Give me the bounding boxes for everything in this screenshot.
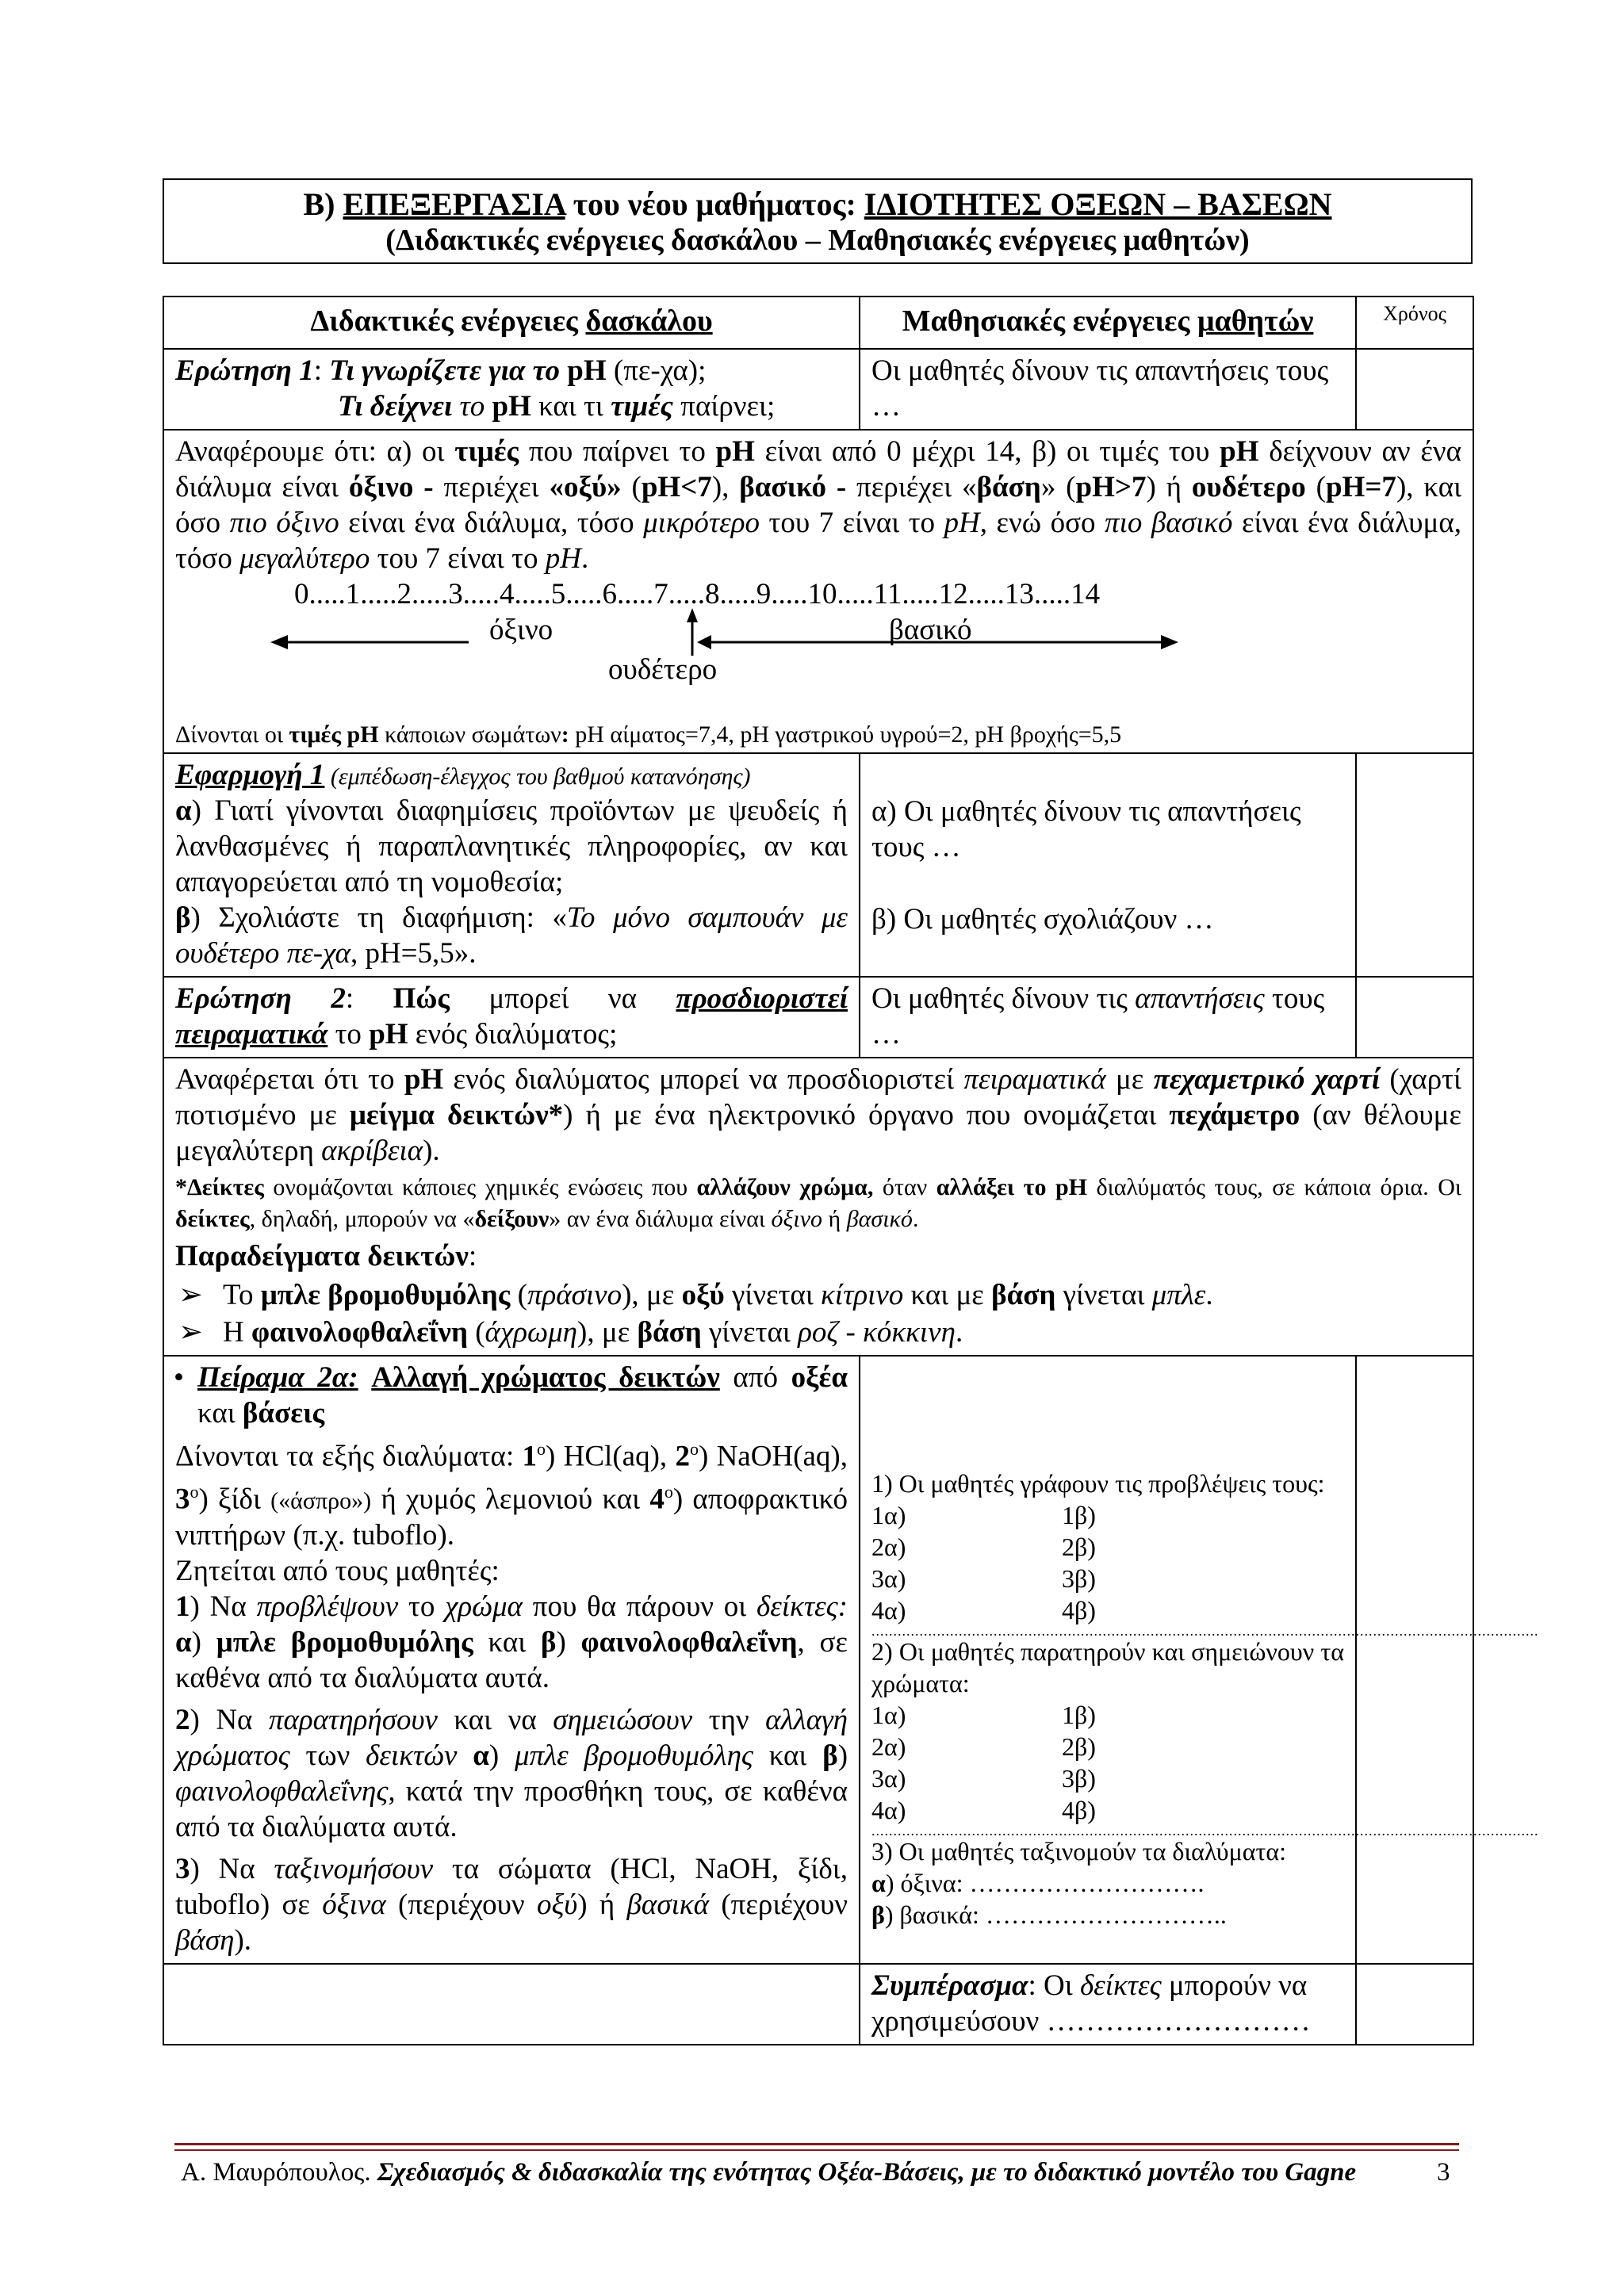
g4: ) ξίδι: [198, 1483, 271, 1516]
ph-t19: ) ή: [1146, 471, 1192, 503]
q1-colon: :: [313, 354, 330, 387]
app1-answer-a: α) Οι μαθητές δίνουν τις απαντήσεις τους …: [871, 795, 1301, 863]
s2-t3: την: [692, 1703, 766, 1736]
s1-t2: το: [398, 1590, 446, 1623]
ph-t20: ουδέτερο: [1191, 471, 1306, 503]
n-t3: διαλύματός τους, σε κάποια όρια. Οι: [1087, 1174, 1461, 1200]
ph-t29: , ενώ όσο: [979, 507, 1105, 539]
q1-part-a: Τι γνωρίζετε για το: [329, 354, 561, 387]
r3-a-text: ) όξινα: ……………………….: [885, 1869, 1205, 1897]
conclusion-t1: : Οι: [1028, 1969, 1080, 2002]
e2-i2: ροζ - κόκκινη: [798, 1316, 956, 1349]
q2-answer-pre: Οι μαθητές δίνουν τις: [871, 982, 1136, 1015]
m-b1: pH: [404, 1063, 444, 1096]
s1-t7: ): [556, 1625, 581, 1659]
ph-t4: pH: [715, 435, 755, 468]
ph-t5: είναι από 0 μέχρι 14, β) οι τιμές του: [754, 435, 1220, 468]
s3-t3: (περιέχουν: [385, 1888, 537, 1921]
s2-t1: ) Να: [190, 1703, 269, 1736]
header-students-text: Μαθησιακές ενέργειες: [902, 304, 1197, 338]
application-1-note: (εμπέδωση-έλεγχος του βαθμού κατανόησης): [324, 763, 751, 790]
base-label: βασικό: [889, 614, 972, 646]
n-b1: *Δείκτες: [175, 1174, 264, 1200]
s1-i3: δείκτες:: [756, 1590, 848, 1623]
header-teacher-underlined: δασκάλου: [585, 304, 713, 338]
exp-space: [358, 1361, 372, 1394]
row-question-1: [163, 349, 1473, 430]
application-1-b: [175, 900, 848, 971]
n-b5: δείξουν: [474, 1206, 550, 1232]
step-2: [175, 1702, 848, 1845]
experiment-title-underlined: Αλλαγή χρώματος δεικτών: [371, 1361, 720, 1394]
ph-t10: «οξύ»: [549, 471, 622, 503]
ph-t24: πιο όξινο: [229, 507, 339, 539]
app1-b-text: ) Σχολιάστε τη διαφήμιση: «: [190, 901, 567, 934]
title-letter: Β): [303, 186, 335, 222]
neutral-label: ουδέτερο: [608, 653, 718, 686]
ph-values-t1: Δίνονται οι: [175, 721, 289, 748]
s1-t3: που θα πάρουν οι: [522, 1590, 756, 1623]
r2-3b: 3β): [1062, 1764, 1096, 1793]
m-bi1: πεχαμετρικό χαρτί: [1153, 1063, 1381, 1096]
m-b3: πεχάμετρο: [1169, 1099, 1300, 1131]
application-1-a: [175, 793, 848, 900]
s3-t6: ).: [234, 1923, 252, 1957]
s2-i3: αλλαγή χρώματος: [175, 1703, 848, 1772]
s1-b1: α: [175, 1625, 192, 1659]
s2-i4: δεικτών: [366, 1739, 458, 1772]
question-2-label: Ερώτηση 2: [175, 982, 346, 1015]
o4: ο: [664, 1482, 673, 1502]
s3-t5: (περιέχουν: [709, 1888, 848, 1921]
acid-label: όξινο: [489, 614, 553, 646]
s2-i1: παρατηρήσουν: [268, 1703, 438, 1736]
n3: 3: [175, 1483, 190, 1516]
m-b2: μείγμα δεικτών*: [349, 1099, 564, 1131]
title-middle: του νέου μαθήματος:: [565, 186, 864, 222]
o2: ο: [689, 1439, 699, 1459]
ph-t28: pH: [944, 507, 980, 539]
m-t3: με: [1105, 1063, 1154, 1096]
time-app1: [1356, 753, 1473, 977]
q2-ph: pH: [369, 1018, 408, 1050]
r2-1b: 1β): [1062, 1701, 1096, 1729]
m-t7: ).: [423, 1135, 440, 1167]
s1-i2: χρώμα: [445, 1590, 523, 1623]
time-exp: [1356, 1356, 1473, 1964]
n-t4: , δηλαδή, μπορούν να «: [249, 1206, 475, 1232]
q1-and-what: και τι: [530, 390, 611, 423]
e2-t4: γίνεται: [701, 1316, 799, 1349]
time-2: [1356, 977, 1473, 1058]
separator-dots-1: .........................................................................................................................................................: [871, 1623, 1539, 1639]
o1: ο: [537, 1439, 546, 1459]
ph-paragraph: [175, 434, 1461, 576]
s3-t1: ) Να: [190, 1852, 274, 1885]
s1-b2: μπλε βρομοθυμόλης: [216, 1625, 473, 1659]
m-t4: (χαρτί ποτισμένο με: [175, 1063, 1461, 1131]
exp-title-from: από: [719, 1361, 791, 1394]
row-question-2: [163, 977, 1473, 1058]
ph-t3: που παίρνει το: [519, 435, 716, 468]
row-conclusion: [163, 1964, 1473, 2045]
s2-t9: κατά την προσθήκη τους, σε καθένα από τα διαλύματα αυτά.: [175, 1774, 848, 1843]
app1-answer-b: β) Οι μαθητές σχολιάζουν …: [871, 903, 1214, 936]
s2-i6: φαινολοφθαλεΐνης,: [175, 1774, 396, 1808]
page-footer: [181, 2158, 1450, 2187]
s2-t5: [457, 1739, 473, 1772]
ph-t15: περιέχει «: [846, 471, 977, 503]
footer-author: Α. Μαυρόπουλος.: [181, 2158, 377, 2187]
r2-2a: 2α): [871, 1732, 906, 1761]
response-1: 1) Οι μαθητές γράφουν τις προβλέψεις τους:: [871, 1469, 1325, 1498]
q2-colon: :: [345, 982, 393, 1015]
n-b2: αλλάζουν χρώμα,: [696, 1174, 874, 1200]
g5: ή χυμός λεμονιού και: [371, 1483, 650, 1516]
s2-i2: σημειώσουν: [553, 1703, 693, 1736]
e1-b2: οξύ: [681, 1279, 725, 1311]
q2-determined: προσδιοριστεί πειραματικά: [175, 982, 848, 1050]
answer-2: [860, 977, 1356, 1058]
experiment-label: Πείραμα 2α:: [197, 1361, 358, 1394]
e1-t6: γίνεται: [1055, 1279, 1152, 1311]
app1-b-ad: Το μόνο σαμπουάν με ουδέτερο πε-χα: [175, 901, 848, 970]
ph-t17: » (: [1040, 471, 1076, 503]
s3-i4: βασικά: [626, 1888, 710, 1921]
q2-answer-post: τους …: [871, 982, 1325, 1050]
e1-t3: ), με: [622, 1279, 682, 1311]
e1-i3: μπλε: [1151, 1279, 1206, 1311]
application-1: [163, 753, 860, 977]
ph-meter-paragraph: [175, 1062, 1461, 1169]
ph-t1: Αναφέρουμε ότι: α) οι: [175, 435, 455, 468]
header-time: Χρόνος: [1356, 297, 1473, 349]
conclusion-empty: [163, 1964, 860, 2045]
exp-title-acids: οξέα: [791, 1361, 848, 1394]
ph-meter-explanation: [163, 1058, 1473, 1356]
g4-small: («άσπρο»): [270, 1487, 372, 1514]
indicator-examples-title: [175, 1238, 1461, 1274]
s2-n: 2: [175, 1703, 190, 1736]
experiment-2a: [163, 1356, 860, 1964]
application-1-title: [175, 757, 848, 793]
app1-a-letter: α: [175, 794, 192, 827]
lesson-table: [163, 296, 1539, 2045]
s1-i1: προβλέψουν: [256, 1590, 399, 1623]
n-t7: .: [912, 1206, 919, 1232]
ph-values-t3: κάποιων σωμάτων: [378, 721, 561, 748]
n-i1: όξινο: [771, 1206, 823, 1232]
n-b3: αλλάξει το pH: [936, 1174, 1088, 1200]
n-i2: βασικό: [846, 1206, 913, 1232]
e2-i1: άχρωμη: [485, 1316, 578, 1349]
ph-t23: ), και όσο: [175, 471, 1462, 539]
q2-how: Πώς: [393, 982, 450, 1015]
r3-b-letter: β: [871, 1900, 885, 1929]
e1-t1: Το: [223, 1279, 261, 1311]
r3-a-letter: α: [871, 1869, 886, 1897]
s1-t1: ) Να: [190, 1590, 257, 1623]
e1-t4: γίνεται: [724, 1279, 822, 1311]
r2-4b: 4β): [1062, 1796, 1096, 1824]
g6: ) αποφρακτικό νιπτήρων (π.χ. tuboflo).: [175, 1483, 848, 1552]
r1-2b: 2β): [1062, 1533, 1096, 1561]
acid-arrow-head: [270, 635, 288, 649]
step-1: [175, 1589, 848, 1696]
q2-t2: το: [327, 1018, 370, 1050]
row-application-1: [163, 753, 1473, 977]
q1-part-b: (πε-χα);: [606, 354, 707, 387]
base-arrow-head: [1161, 635, 1178, 649]
bullet-dot-icon: •: [174, 1361, 184, 1394]
section-subtitle: (Διδακτικές ενέργειες δασκάλου – Μαθησιακές ενέργειες μαθητών): [385, 224, 1250, 257]
s3-i3: οξύ: [536, 1888, 578, 1921]
e2-b2: βάση: [637, 1316, 702, 1349]
s2-b1: α: [473, 1739, 489, 1772]
ph-t13: ),: [711, 471, 740, 503]
section-title: [164, 186, 1471, 223]
examples-colon: :: [468, 1240, 477, 1272]
ph-t22: pH=7: [1325, 471, 1396, 503]
q2-t1: μπορεί να: [450, 982, 676, 1015]
m-i2: ακρίβεια: [321, 1135, 423, 1167]
ph-t7: δείχνουν αν ένα διάλυμα είναι: [175, 435, 1461, 503]
header-teacher: [163, 297, 860, 349]
g1: Δίνονται τα εξής διαλύματα:: [175, 1440, 523, 1473]
conclusion-label: Συμπέρασμα: [871, 1969, 1028, 2002]
n-t6: ή: [822, 1206, 847, 1232]
response-3-acid: [871, 1867, 1344, 1899]
ph-t2: τιμές: [454, 435, 519, 468]
ph-values: [175, 719, 1461, 751]
e2-b1: φαινολοφθαλεΐνη: [251, 1316, 468, 1349]
time-conclusion: [1356, 1964, 1473, 2045]
time-1: [1356, 349, 1473, 430]
exp-title-bases: βάσεις: [242, 1397, 325, 1429]
n-t5: » αν ένα διάλυμα είναι: [549, 1206, 772, 1232]
e1-b3: βάση: [991, 1279, 1056, 1311]
title-topic: ΙΔΙΟΤΗΤΕΣ ΟΞΕΩΝ – ΒΑΣΕΩΝ: [864, 186, 1332, 222]
n1: 1: [522, 1440, 538, 1473]
ph-t27: του 7 είναι το: [760, 507, 944, 539]
separator-dots-2: .........................................................................................................................................................: [871, 1823, 1539, 1839]
question-1: [163, 349, 860, 430]
r1-3a: 3α): [871, 1564, 906, 1593]
ph-t35: .: [580, 542, 589, 575]
ph-values-t2: τιμές pH: [289, 721, 379, 748]
header-students-underlined: μαθητών: [1197, 304, 1314, 338]
m-i1: πειραματικά: [963, 1063, 1106, 1096]
ph-t11: (: [621, 471, 642, 503]
o3: ο: [190, 1482, 199, 1502]
m-t1: Αναφέρεται ότι το: [175, 1063, 404, 1096]
ph-t14: βασικό -: [739, 471, 847, 503]
ph-t9: περιέχει: [433, 471, 550, 503]
s2-t6: ): [488, 1739, 515, 1772]
answer-1: Οι μαθητές δίνουν τις απαντήσεις τους …: [860, 349, 1356, 430]
row-ph-meter: [163, 1058, 1473, 1356]
n4: 4: [649, 1483, 665, 1516]
s1-b4: φαινολοφθαλεΐνη: [580, 1625, 798, 1659]
r1-1b: 1β): [1062, 1501, 1096, 1529]
s3-t2: τα σώματα (HCl, NaOH, ξίδι, tuboflo) σε: [175, 1852, 848, 1921]
app1-a-text: ) Γιατί γίνονται διαφημίσεις προϊόντων με ψευδείς ή λανθασμένες ή παραπλανητικές πληροφορίες, αν και απαγορεύεται από τη νομοθεσία;: [175, 794, 848, 898]
ph-t34: pH: [545, 542, 581, 575]
question-1-label: Ερώτηση 1: [175, 354, 314, 387]
examples-title: Παραδείγματα δεικτών: [175, 1240, 469, 1272]
r2-1a: 1α): [871, 1701, 906, 1729]
indicator-example-1: [175, 1277, 1461, 1313]
experiment-title: [175, 1360, 848, 1431]
ph-t21: (: [1305, 471, 1326, 503]
r1-1a: 1α): [871, 1501, 906, 1529]
ph-t16: βάση: [976, 471, 1041, 503]
n2: 2: [675, 1440, 690, 1473]
indicator-note: [175, 1172, 1461, 1235]
ph-t8: όξινο -: [348, 471, 434, 503]
q2-t3: ενός διαλύματος;: [408, 1018, 618, 1050]
application-1-answers: [860, 753, 1356, 977]
footer-rule-thick: [174, 2143, 1459, 2145]
ph-t6: pH: [1220, 435, 1259, 468]
header-teacher-text: Διδακτικές ενέργειες: [310, 304, 586, 338]
n-t2: όταν: [873, 1174, 936, 1200]
e1-b1: μπλε βρομοθυμόλης: [260, 1279, 511, 1311]
q1-to: το: [452, 390, 492, 423]
s1-n: 1: [175, 1590, 190, 1623]
r1-4b: 4β): [1062, 1596, 1096, 1624]
q2-answer-italic: απαντήσεις: [1135, 982, 1265, 1015]
s2-i5: μπλε βρομοθυμόλης: [515, 1739, 753, 1772]
g2: ) HCl(aq),: [546, 1440, 676, 1473]
n-t1: ονομάζονται κάποιες χημικές ενώσεις που: [263, 1174, 697, 1200]
indicator-example-2: [175, 1314, 1461, 1350]
footer-rule-thin: [174, 2149, 1459, 2151]
q1-takes: παίρνει;: [673, 390, 776, 423]
response-2: 2) Οι μαθητές παρατηρούν και σημειώνουν τα χρώματα:: [871, 1637, 1344, 1697]
base-left-arrow-head: [697, 635, 711, 649]
response-3: 3) Οι μαθητές ταξινομούν τα διαλύματα:: [871, 1837, 1287, 1866]
e2-t2: (: [467, 1316, 485, 1349]
title-processing: ΕΠΕΞΕΡΓΑΣΙΑ: [343, 186, 565, 222]
s2-t8: ): [837, 1739, 848, 1772]
table-header-row: [163, 297, 1473, 349]
s2-t7: και: [753, 1739, 823, 1772]
e1-t2: (: [510, 1279, 527, 1311]
s3-i1: ταξινομήσουν: [274, 1852, 434, 1885]
ph-t25: είναι ένα διάλυμα, τόσο: [339, 507, 644, 539]
m-t6: (αν θέλουμε μεγαλύτερη: [175, 1099, 1461, 1167]
e2-t5: .: [955, 1316, 963, 1349]
page-number: 3: [1437, 2158, 1450, 2187]
question-1-line-1: [175, 353, 848, 388]
application-1-label: Εφαρμογή 1: [175, 759, 325, 791]
row-experiment-2a: [163, 1356, 1473, 1964]
header-students: [860, 297, 1356, 349]
ph-scale-numbers: 0.....1.....2.....3.....4.....5.....6.....7.....8.....9.....10.....11.....12.....13.....14: [294, 578, 1101, 610]
s2-b2: β: [822, 1739, 838, 1772]
q1-ph-2: pH: [492, 390, 531, 423]
app1-b-letter: β: [175, 901, 191, 934]
r2-3a: 3α): [871, 1764, 906, 1793]
s2-t2: και να: [437, 1703, 553, 1736]
m-t5: ) ή με ένα ηλεκτρονικό όργανο που ονομάζεται: [563, 1099, 1170, 1131]
e1-i1: πράσινο: [527, 1279, 622, 1311]
ph-values-t4: :: [561, 721, 569, 748]
solutions-given: [175, 1431, 848, 1553]
q1-what-shows: Τι δείχνει: [338, 390, 453, 423]
s1-t6: και: [473, 1625, 541, 1659]
e1-t7: .: [1205, 1279, 1213, 1311]
students-asked: Ζητείται από τους μαθητές:: [175, 1554, 500, 1587]
arrow-bullet-icon: ➢: [178, 1316, 204, 1349]
response-2-grid: [871, 1699, 1344, 1826]
e1-t5: και με: [903, 1279, 992, 1311]
s3-i5: βάση: [175, 1923, 235, 1957]
footer-title: Σχεδιασμός & διδασκαλία της ενότητας Οξέα-Βάσεις, με το διδακτικό μοντέλο του Gagne: [377, 2158, 1357, 2187]
s1-b3: β: [540, 1625, 557, 1659]
s3-t4: ) ή: [577, 1888, 627, 1921]
step-3: [175, 1851, 848, 1958]
ph-t32: μεγαλύτερο: [239, 542, 370, 575]
r1-4a: 4α): [871, 1596, 906, 1624]
e2-t1: Η: [223, 1316, 251, 1349]
ph-t26: μικρότερο: [643, 507, 760, 539]
s3-n: 3: [175, 1852, 190, 1885]
n-b4: δείκτες: [175, 1206, 250, 1232]
question-1-line-2: [175, 388, 848, 424]
e1-i2: κίτρινο: [821, 1279, 904, 1311]
q1-ph: pH: [560, 354, 607, 387]
conclusion-i1: δείκτες: [1079, 1969, 1162, 2002]
ph-t33: του 7 είναι το: [370, 542, 546, 575]
ph-explanation: [163, 430, 1473, 753]
r1-3b: 3β): [1062, 1564, 1096, 1593]
conclusion: [860, 1964, 1356, 2045]
s3-i2: όξινα: [322, 1888, 386, 1921]
s1-t8: , σε καθένα από τα διαλύματα αυτά.: [175, 1625, 848, 1694]
r1-2a: 2α): [871, 1533, 906, 1561]
response-3-base: [871, 1899, 1344, 1931]
ph-scale: [175, 576, 1461, 719]
arrow-bullet-icon: ➢: [178, 1279, 204, 1311]
r2-2b: 2β): [1062, 1732, 1096, 1761]
ph-t30: πιο βασικό: [1105, 507, 1233, 539]
ph-values-t5: pH αίματος=7,4, pH γαστρικού υγρού=2, pH βροχής=5,5: [569, 721, 1122, 748]
q1-values: τιμές: [611, 390, 674, 423]
m-t2: ενός διαλύματος μπορεί να προσδιοριστεί: [443, 1063, 964, 1096]
experiment-responses: [860, 1356, 1539, 1964]
ph-t12: pH<7: [641, 471, 712, 503]
s1-t5: ): [191, 1625, 216, 1659]
g3: ) NaOH(aq),: [698, 1440, 848, 1473]
response-1-grid: [871, 1499, 1344, 1626]
exp-title-and: και: [197, 1397, 243, 1429]
ph-t31: είναι ένα διάλυμα, τόσο: [175, 507, 1461, 575]
e2-t3: ), με: [577, 1316, 638, 1349]
row-ph-explanation: [163, 430, 1473, 753]
r3-b-text: ) βασικά: ………………………..: [884, 1900, 1227, 1929]
ph-t18: pH>7: [1075, 471, 1147, 503]
s2-t4: των: [289, 1739, 366, 1772]
question-2: [163, 977, 860, 1058]
conclusion-t2: μπορούν να χρησιμεύσουν ………………………: [871, 1969, 1311, 2038]
app1-b-end: , pH=5,5».: [350, 937, 477, 970]
section-header: [163, 178, 1473, 264]
r2-4a: 4α): [871, 1796, 906, 1824]
